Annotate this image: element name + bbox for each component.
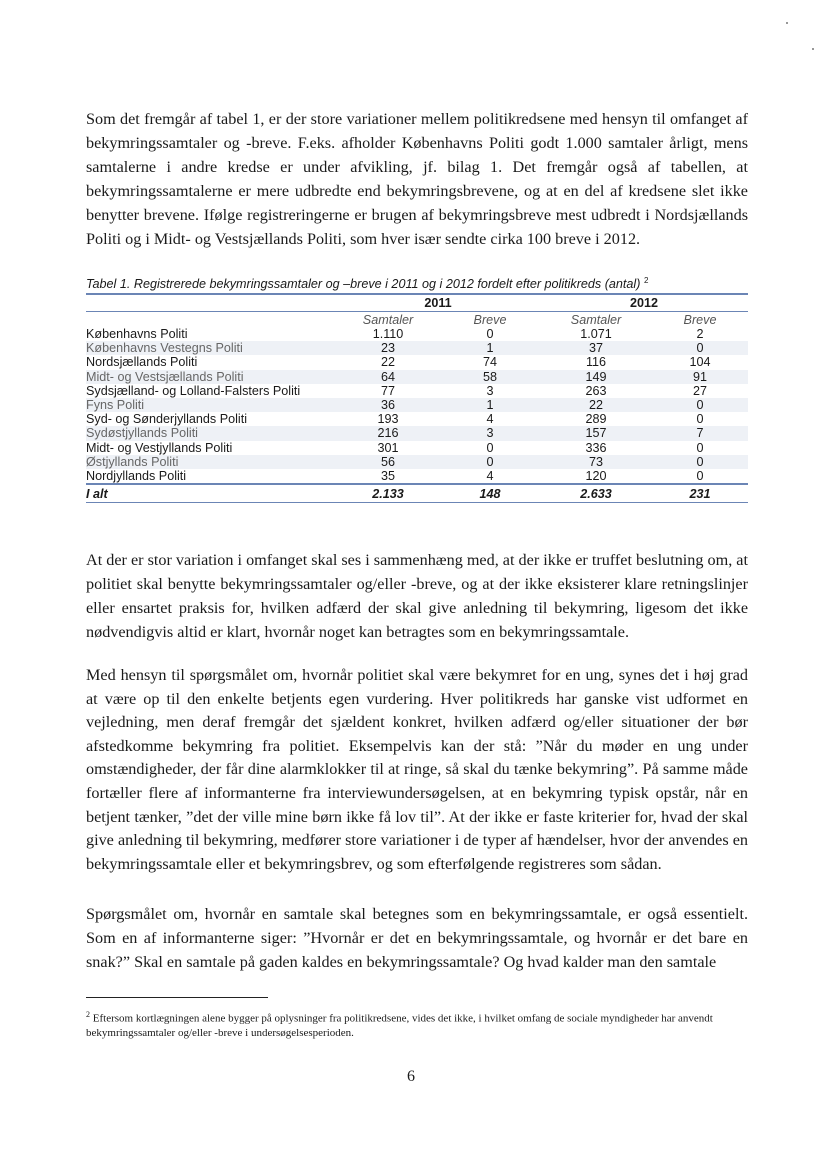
paragraph-2: At der er stor variation i omfanget skal ses i sammenhæng med, at der ikke er truffet beslutning om, at politiet skal benytte bekymringssamtaler og/eller -breve, og at der ikke eksisterer klare retningslinjer eller ensartet praksis for, hvilken adfærd der skal give anledning til bekymring, ligesom det ikke nødvendigvis altid er klart, hvornår noget kan betragtes som en bekymringssamtale. [86,551,748,641]
footnote-marker: 2 [86,1010,90,1019]
subheader-samtaler-2012: Samtaler [570,312,622,327]
breve-2012-value: 0 [696,412,704,427]
breve-2011-value: 1 [440,398,540,412]
year-2012-header: 2012 [540,294,748,312]
breve-2012-value: 0 [652,341,748,355]
total-breve-2011: 148 [440,484,540,503]
table-row [86,341,748,355]
footnote-divider [86,997,268,998]
table-caption [86,273,766,292]
total-samtaler-2012: 2.633 [540,484,652,503]
samtaler-2012-value: 289 [585,412,607,427]
breve-2011-value: 3 [486,383,494,398]
footnote [86,1008,748,1040]
breve-2011-value: 0 [440,455,540,469]
table-row [86,412,748,426]
district-name: Syd- og Sønderjyllands Politi [86,412,247,427]
samtaler-2012-value: 73 [540,455,652,469]
district-name: Midt- og Vestsjællands Politi [86,370,336,384]
breve-2011-value: 0 [486,327,494,342]
breve-2012-value: 0 [652,398,748,412]
samtaler-2012-value: 263 [585,383,607,398]
samtaler-2011-value: 56 [336,455,440,469]
district-name: Østjyllands Politi [86,455,336,469]
paragraph-4: Spørgsmålet om, hvornår en samtale skal betegnes som en bekymringssamtale, er også essentielt. Som en af informanterne siger: ”Hvornår er det en bekymringssamtale, og hvornår er det bare en snak?” Skal en samtale på gaden kaldes en bekymringssamtale? Og hvad kalder man den samtale [86,905,748,971]
breve-2011-value: 4 [486,412,494,427]
breve-2012-value: 2 [696,327,704,342]
breve-2012-value: 0 [652,455,748,469]
samtaler-2012-value: 37 [540,341,652,355]
breve-2011-value: 4 [486,468,494,483]
scan-speck [786,22,788,24]
table-row [86,469,748,484]
total-samtaler-2011: 2.133 [336,484,440,503]
subheader-breve-2011: Breve [473,312,507,327]
caption-footnote-ref: 2 [643,276,649,285]
table-row [86,384,748,398]
breve-2012-value: 7 [652,426,748,440]
samtaler-2011-value: 77 [380,383,395,398]
samtaler-2012-value: 1.071 [580,327,612,342]
samtaler-2012-value: 149 [540,370,652,384]
samtaler-2012-value: 22 [540,398,652,412]
samtaler-2011-value: 36 [336,398,440,412]
samtaler-2011-value: 35 [380,468,395,483]
district-name: Københavns Vestegns Politi [86,341,336,355]
breve-2011-value: 74 [482,355,497,370]
table-row [86,441,748,455]
breve-2011-value: 0 [486,440,494,455]
year-2011-header: 2011 [336,294,540,312]
footnote-text: Eftersom kortlægningen alene bygger på oplysninger fra politikredsene, vides det ikke, i hvilket omfang de sociale myndigheder har anvendt bekymringssamtaler og/eller -breve i undersøgelsesperioden. [86,1012,713,1039]
subheader-breve-2012: Breve [683,312,717,327]
samtaler-2011-value: 22 [380,355,395,370]
breve-2012-value: 91 [652,370,748,384]
page-number: 6 [407,1068,415,1085]
samtaler-2011-value: 216 [336,426,440,440]
total-label: I alt [86,484,336,503]
table-row [86,370,748,384]
breve-2012-value: 27 [692,383,707,398]
total-row [86,484,748,503]
breve-2012-value: 0 [696,440,704,455]
table-row [86,398,748,412]
subheader-samtaler-2011: Samtaler [362,312,414,327]
district-name: Midt- og Vestjyllands Politi [86,440,233,455]
paragraph-1: Som det fremgår af tabel 1, er der store variationer mellem politikredsene med hensyn til omfanget af bekymringssamtaler og -breve. F.eks. afholder Københavns Politi godt 1.000 samtaler årligt, mens samtalerne i andre kredse er under afvikling, jf. bilag 1. Det fremgår også af tabellen, at bekymringssamtalerne er mere udbredte end bekymringsbrevene, og at en del af kredsene slet ikke benytter brevene. Ifølge registreringerne er brugen af bekymringsbreve mest udbredt i Nordsjællands Politi og i Midt- og Vestsjællands Politi, som hver især sendte cirka 100 breve i 2012. [86,110,748,248]
header-empty-cell [86,294,336,312]
district-name: Københavns Politi [86,327,188,342]
year-header-row [86,294,748,312]
table-row [86,327,748,341]
district-name: Fyns Politi [86,398,336,412]
samtaler-2011-value: 1.110 [372,327,404,342]
samtaler-2012-value: 336 [585,440,607,455]
breve-2011-value: 3 [440,426,540,440]
table-row [86,426,748,440]
breve-2012-value: 0 [696,468,704,483]
table-row [86,455,748,469]
scan-speck [812,48,814,50]
breve-2011-value: 58 [440,370,540,384]
breve-2012-value: 104 [689,355,711,370]
table-row [86,355,748,369]
district-name: Nordsjællands Politi [86,355,198,370]
samtaler-2011-value: 64 [336,370,440,384]
police-district-table [86,293,748,503]
samtaler-2011-value: 301 [377,440,399,455]
samtaler-2012-value: 116 [585,355,607,370]
samtaler-2011-value: 193 [377,412,399,427]
paragraph-3: Med hensyn til spørgsmålet om, hvornår politiet skal være bekymret for en ung, synes det i høj grad at være op til den enkelte betjents egen vurdering. Hver politikreds har ganske vist udformet en vejledning, men deraf fremgår det sjældent konkret, hvilken adfærd og/eller situationer der bør afstedkomme bekymring fra politiet. Eksempelvis kan der stå: ”Når du møder en ung under omstændigheder, der får dine alarmklokker til at ringe, så skal du tænke bekymring”. På samme måde fortæller flere af informanterne fra interviewundersøgelsen, at en bekymring typisk opstår, når en betjent tænker, ”det der ville mine børn ikke få lov til”. At der ikke er faste kriterier for, hvad der skal give anledning til bekymring, medfører store variationer i de typer af hændelser, hvor der anvendes en bekymringssamtale eller et bekymringsbrev, og som efterfølgende registreres som sådan. [86,666,748,873]
subheader-row [86,312,748,328]
district-name: Sydøstjyllands Politi [86,426,336,440]
samtaler-2012-value: 157 [540,426,652,440]
total-breve-2012: 231 [652,484,748,503]
subheader-empty-cell [86,312,336,328]
samtaler-2011-value: 23 [336,341,440,355]
table-caption-text: Tabel 1. Registrerede bekymringssamtaler og –breve i 2011 og i 2012 fordelt efter politikreds (antal) [86,277,641,292]
district-name: Nordjyllands Politi [86,468,187,483]
breve-2011-value: 1 [440,341,540,355]
samtaler-2012-value: 120 [585,468,607,483]
district-name: Sydsjælland- og Lolland-Falsters Politi [86,383,301,398]
